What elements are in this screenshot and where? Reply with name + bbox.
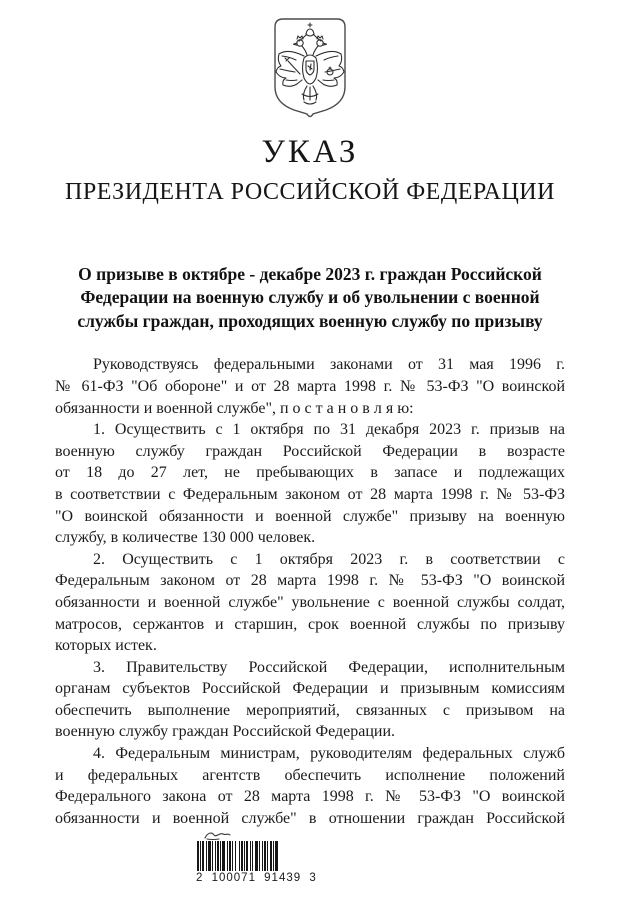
paragraph-item-4 bbox=[55, 743, 565, 829]
russia-coat-of-arms-icon bbox=[264, 14, 356, 121]
issuer-title: ПРЕЗИДЕНТА РОССИЙСКОЙ ФЕДЕРАЦИИ bbox=[65, 179, 555, 206]
body-line: военную службу граждан Российской Федерации в возрасте bbox=[55, 442, 565, 460]
body-line: обязанности и военной службе" в отношении граждан Российской bbox=[55, 809, 565, 827]
subject-line: службы граждан, проходящих военную службу по призыву bbox=[77, 310, 543, 331]
body-line: обеспечить выполнение мероприятий, связанных с призывом на bbox=[55, 701, 565, 719]
body-line: 2. Осуществить с 1 октября 2023 г. в соответствии с bbox=[93, 550, 565, 568]
barcode-block bbox=[196, 829, 317, 884]
paragraph-item-3 bbox=[55, 657, 565, 743]
paragraph-item-2 bbox=[55, 549, 565, 657]
footer-block bbox=[0, 829, 620, 884]
body-line: органам субъектов Российской Федерации и призывным комиссиям bbox=[55, 680, 565, 698]
body-line: Руководствуясь федеральными законами от 31 мая 1996 г. bbox=[93, 356, 565, 374]
body-line: и федеральных агентств обеспечить исполнение положений bbox=[55, 766, 565, 784]
barcode bbox=[196, 841, 280, 871]
body-line: службу, в количестве 130 000 человек. bbox=[55, 529, 316, 547]
decree-body bbox=[55, 354, 565, 829]
body-line: обязанности и военной службе" увольнение с военной службы солдат, bbox=[55, 593, 565, 611]
paragraph-preamble bbox=[55, 354, 565, 419]
decree-subject bbox=[30, 263, 590, 334]
stamp-squiggle-icon bbox=[202, 829, 232, 841]
body-line: военную службу граждан Российской Федерации. bbox=[55, 723, 396, 741]
body-line: обязанности и военной службе", п о с т а н о в л я ю: bbox=[55, 399, 414, 417]
barcode-number: 2 100071 91439 3 bbox=[196, 872, 317, 884]
body-line: 1. Осуществить с 1 октября по 31 декабря 2023 г. призыв на bbox=[93, 421, 565, 439]
body-line: Федеральным законом от 28 марта 1998 г. № 53-ФЗ "О воинской bbox=[55, 572, 565, 590]
subject-line: Федерации на военную службу и об увольнении с военной bbox=[80, 287, 540, 308]
body-line: Федерального закона от 28 марта 1998 г. № 53-ФЗ "О воинской bbox=[55, 788, 565, 806]
subject-line: О призыве в октябре - декабре 2023 г. граждан Российской bbox=[78, 263, 542, 284]
body-line: матросов, сержантов и старшин, срок военной службы по призыву bbox=[55, 615, 565, 633]
doc-type-title: УКАЗ bbox=[261, 134, 359, 170]
body-line: в соответствии с Федеральным законом от 28 марта 1998 г. № 53-ФЗ bbox=[55, 485, 565, 503]
body-line: которых истек. bbox=[55, 637, 157, 655]
paragraph-item-1 bbox=[55, 419, 565, 549]
body-line: № 61-ФЗ "Об обороне" и от 28 марта 1998 г. № 53-ФЗ "О воинской bbox=[55, 377, 565, 395]
body-line: от 18 до 27 лет, не пребывающих в запасе и подлежащих bbox=[55, 464, 565, 482]
body-line: 4. Федеральным министрам, руководителям федеральных служб bbox=[93, 745, 565, 763]
body-line: "О воинской обязанности и военной службе" призыву на военную bbox=[55, 507, 565, 525]
body-line: 3. Правительству Российской Федерации, исполнительным bbox=[93, 658, 565, 676]
